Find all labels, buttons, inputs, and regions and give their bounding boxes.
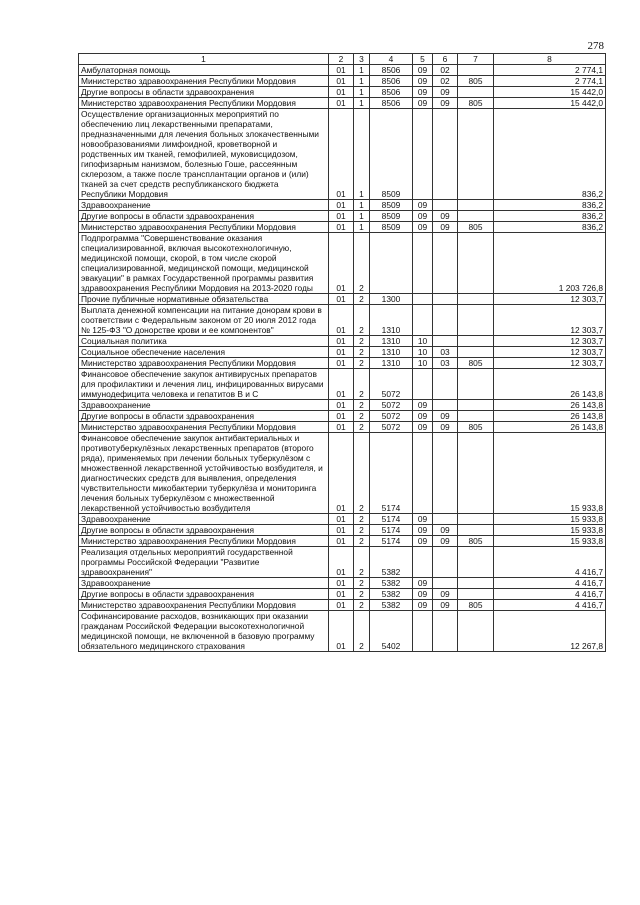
code-cell-3: 2 — [354, 525, 370, 536]
code-cell-2: 01 — [329, 525, 354, 536]
code-cell-3: 1 — [354, 109, 370, 200]
table-row — [79, 611, 606, 652]
code-cell-6 — [433, 433, 458, 514]
code-cell-3: 2 — [354, 347, 370, 358]
code-cell-4: 8509 — [370, 200, 413, 211]
code-cell-7 — [458, 400, 494, 411]
table-header-row — [79, 54, 606, 65]
row-name-cell: Министерство здравоохранения Республики Мордовия — [79, 536, 329, 547]
code-cell-2: 01 — [329, 600, 354, 611]
code-cell-4: 5072 — [370, 400, 413, 411]
code-cell-2: 01 — [329, 422, 354, 433]
amount-cell: 15 933,8 — [494, 536, 606, 547]
code-cell-4: 1300 — [370, 294, 413, 305]
column-header: 7 — [458, 54, 494, 65]
code-cell-7: 805 — [458, 600, 494, 611]
amount-cell: 4 416,7 — [494, 600, 606, 611]
column-header: 3 — [354, 54, 370, 65]
code-cell-5: 09 — [413, 400, 433, 411]
code-cell-5 — [413, 294, 433, 305]
table-row — [79, 347, 606, 358]
code-cell-3: 2 — [354, 422, 370, 433]
code-cell-3: 2 — [354, 369, 370, 400]
code-cell-2: 01 — [329, 109, 354, 200]
amount-cell: 15 442,0 — [494, 98, 606, 109]
code-cell-6 — [433, 336, 458, 347]
code-cell-5: 09 — [413, 411, 433, 422]
column-header: 4 — [370, 54, 413, 65]
amount-cell: 836,2 — [494, 222, 606, 233]
code-cell-5: 09 — [413, 422, 433, 433]
row-name-cell: Министерство здравоохранения Республики Мордовия — [79, 222, 329, 233]
code-cell-3: 2 — [354, 294, 370, 305]
code-cell-5 — [413, 433, 433, 514]
row-name-cell: Социальное обеспечение населения — [79, 347, 329, 358]
table-row — [79, 514, 606, 525]
code-cell-2: 01 — [329, 589, 354, 600]
table-row — [79, 400, 606, 411]
table-row — [79, 411, 606, 422]
code-cell-7 — [458, 578, 494, 589]
code-cell-7 — [458, 411, 494, 422]
code-cell-6 — [433, 233, 458, 294]
column-header: 2 — [329, 54, 354, 65]
code-cell-4: 1310 — [370, 305, 413, 336]
code-cell-3: 2 — [354, 611, 370, 652]
row-name-cell: Другие вопросы в области здравоохранения — [79, 87, 329, 98]
code-cell-3: 2 — [354, 400, 370, 411]
table-row — [79, 589, 606, 600]
code-cell-6: 09 — [433, 589, 458, 600]
code-cell-2: 01 — [329, 547, 354, 578]
code-cell-5: 09 — [413, 589, 433, 600]
code-cell-4: 8506 — [370, 65, 413, 76]
row-name-cell: Другие вопросы в области здравоохранения — [79, 589, 329, 600]
amount-cell: 12 303,7 — [494, 294, 606, 305]
row-name-cell: Министерство здравоохранения Республики Мордовия — [79, 98, 329, 109]
table-row — [79, 294, 606, 305]
table-row — [79, 578, 606, 589]
code-cell-6: 09 — [433, 411, 458, 422]
code-cell-2: 01 — [329, 200, 354, 211]
code-cell-4: 5174 — [370, 525, 413, 536]
code-cell-7 — [458, 514, 494, 525]
code-cell-4: 5072 — [370, 422, 413, 433]
amount-cell: 2 774,1 — [494, 65, 606, 76]
code-cell-3: 1 — [354, 211, 370, 222]
amount-cell: 15 442,0 — [494, 87, 606, 98]
code-cell-6 — [433, 611, 458, 652]
code-cell-6 — [433, 514, 458, 525]
code-cell-3: 1 — [354, 200, 370, 211]
row-name-cell: Осуществление организационных мероприятий по обеспечению лиц лекарственными препаратами, предназначенными для лечения больных злокачественными новообразованиями лимфоидной, кроветворной и родственных им тканей, гемофилией, муковисцидозом, гипофизарным нанизмом, болезнью Гоше, рассеянным склерозом, а также после трансплантации органов и (или) тканей за счет средств республиканского бюджета Республики Мордовия — [79, 109, 329, 200]
code-cell-6 — [433, 109, 458, 200]
code-cell-3: 2 — [354, 536, 370, 547]
code-cell-3: 2 — [354, 514, 370, 525]
code-cell-7 — [458, 525, 494, 536]
code-cell-2: 01 — [329, 294, 354, 305]
amount-cell: 12 267,8 — [494, 611, 606, 652]
code-cell-6 — [433, 369, 458, 400]
code-cell-7 — [458, 589, 494, 600]
table-row — [79, 200, 606, 211]
table-row — [79, 536, 606, 547]
amount-cell: 4 416,7 — [494, 589, 606, 600]
code-cell-7: 805 — [458, 98, 494, 109]
code-cell-6 — [433, 305, 458, 336]
table-row — [79, 525, 606, 536]
column-header: 5 — [413, 54, 433, 65]
amount-cell: 1 203 726,8 — [494, 233, 606, 294]
code-cell-6 — [433, 200, 458, 211]
table-row — [79, 305, 606, 336]
code-cell-4: 1310 — [370, 358, 413, 369]
code-cell-3: 1 — [354, 65, 370, 76]
code-cell-3: 2 — [354, 233, 370, 294]
code-cell-6: 09 — [433, 422, 458, 433]
table-body — [79, 65, 606, 652]
code-cell-5 — [413, 233, 433, 294]
row-name-cell: Амбулаторная помощь — [79, 65, 329, 76]
code-cell-7 — [458, 433, 494, 514]
code-cell-4: 5382 — [370, 547, 413, 578]
budget-table — [78, 53, 606, 652]
code-cell-6: 09 — [433, 222, 458, 233]
code-cell-5: 10 — [413, 358, 433, 369]
code-cell-6: 09 — [433, 536, 458, 547]
code-cell-3: 1 — [354, 87, 370, 98]
row-name-cell: Здравоохранение — [79, 514, 329, 525]
code-cell-2: 01 — [329, 536, 354, 547]
table-row — [79, 433, 606, 514]
row-name-cell: Прочие публичные нормативные обязательства — [79, 294, 329, 305]
row-name-cell: Реализация отдельных мероприятий государственной программы Российской Федерации "Развитие здравоохранения" — [79, 547, 329, 578]
row-name-cell: Другие вопросы в области здравоохранения — [79, 411, 329, 422]
code-cell-5 — [413, 547, 433, 578]
code-cell-5: 09 — [413, 514, 433, 525]
row-name-cell: Другие вопросы в области здравоохранения — [79, 525, 329, 536]
code-cell-4: 8509 — [370, 222, 413, 233]
code-cell-7 — [458, 369, 494, 400]
code-cell-5: 10 — [413, 336, 433, 347]
code-cell-3: 2 — [354, 305, 370, 336]
code-cell-6: 03 — [433, 358, 458, 369]
code-cell-7: 805 — [458, 536, 494, 547]
code-cell-4: 8509 — [370, 211, 413, 222]
code-cell-4: 5072 — [370, 369, 413, 400]
code-cell-2: 01 — [329, 233, 354, 294]
table-row — [79, 87, 606, 98]
code-cell-7 — [458, 211, 494, 222]
code-cell-3: 2 — [354, 589, 370, 600]
amount-cell: 4 416,7 — [494, 547, 606, 578]
code-cell-7 — [458, 305, 494, 336]
code-cell-5: 09 — [413, 200, 433, 211]
code-cell-2: 01 — [329, 87, 354, 98]
table-row — [79, 98, 606, 109]
table-row — [79, 547, 606, 578]
code-cell-3: 2 — [354, 336, 370, 347]
code-cell-2: 01 — [329, 411, 354, 422]
amount-cell: 12 303,7 — [494, 347, 606, 358]
code-cell-6: 09 — [433, 525, 458, 536]
table-row — [79, 109, 606, 200]
code-cell-5: 09 — [413, 76, 433, 87]
code-cell-7 — [458, 233, 494, 294]
row-name-cell: Социальная политика — [79, 336, 329, 347]
amount-cell: 12 303,7 — [494, 336, 606, 347]
code-cell-3: 1 — [354, 98, 370, 109]
row-name-cell: Другие вопросы в области здравоохранения — [79, 211, 329, 222]
amount-cell: 836,2 — [494, 211, 606, 222]
amount-cell: 2 774,1 — [494, 76, 606, 87]
code-cell-2: 01 — [329, 222, 354, 233]
code-cell-4: 1310 — [370, 336, 413, 347]
code-cell-2: 01 — [329, 400, 354, 411]
table-row — [79, 600, 606, 611]
table-row — [79, 222, 606, 233]
amount-cell: 836,2 — [494, 109, 606, 200]
code-cell-2: 01 — [329, 336, 354, 347]
code-cell-4: 5174 — [370, 536, 413, 547]
code-cell-5 — [413, 369, 433, 400]
code-cell-2: 01 — [329, 514, 354, 525]
code-cell-4: 1310 — [370, 347, 413, 358]
code-cell-5: 10 — [413, 347, 433, 358]
row-name-cell: Подпрограмма "Совершенствование оказания специализированной, включая высокотехнологичную, медицинской помощи, скорой, в том числе скорой специализированной, медицинской помощи, медицинской эвакуации" в рамках Государственной программы развития здравоохранения Республики Мордовия на 2013-2020 годы — [79, 233, 329, 294]
code-cell-7 — [458, 200, 494, 211]
code-cell-7 — [458, 294, 494, 305]
row-name-cell: Здравоохранение — [79, 200, 329, 211]
code-cell-3: 2 — [354, 578, 370, 589]
code-cell-3: 1 — [354, 76, 370, 87]
code-cell-5: 09 — [413, 222, 433, 233]
code-cell-5: 09 — [413, 87, 433, 98]
code-cell-7 — [458, 611, 494, 652]
amount-cell: 15 933,8 — [494, 433, 606, 514]
code-cell-2: 01 — [329, 358, 354, 369]
amount-cell: 26 143,8 — [494, 411, 606, 422]
code-cell-5: 09 — [413, 578, 433, 589]
row-name-cell: Финансовое обеспечение закупок антивирусных препаратов для профилактики и лечения лиц, инфицированных вирусами иммунодефицита человека и гепатитов В и С — [79, 369, 329, 400]
code-cell-7 — [458, 336, 494, 347]
code-cell-7 — [458, 109, 494, 200]
code-cell-6: 09 — [433, 87, 458, 98]
amount-cell: 15 933,8 — [494, 525, 606, 536]
code-cell-6: 02 — [433, 65, 458, 76]
code-cell-2: 01 — [329, 76, 354, 87]
code-cell-5: 09 — [413, 600, 433, 611]
code-cell-2: 01 — [329, 211, 354, 222]
table-row — [79, 336, 606, 347]
code-cell-3: 2 — [354, 358, 370, 369]
code-cell-5: 09 — [413, 65, 433, 76]
code-cell-5: 09 — [413, 525, 433, 536]
row-name-cell: Выплата денежной компенсации на питание донорам крови в соответствии с Федеральным законом от 20 июля 2012 года № 125-ФЗ "О донорстве крови и ее компонентов" — [79, 305, 329, 336]
code-cell-4 — [370, 233, 413, 294]
code-cell-6: 03 — [433, 347, 458, 358]
code-cell-3: 2 — [354, 547, 370, 578]
code-cell-4: 5402 — [370, 611, 413, 652]
row-name-cell: Софинансирование расходов, возникающих при оказании гражданам Российской Федерации высокотехнологичной медицинской помощи, не включенной в базовую программу обязательного медицинского страхования — [79, 611, 329, 652]
code-cell-5: 09 — [413, 98, 433, 109]
code-cell-7 — [458, 547, 494, 578]
code-cell-6 — [433, 547, 458, 578]
code-cell-7: 805 — [458, 76, 494, 87]
code-cell-7: 805 — [458, 358, 494, 369]
code-cell-2: 01 — [329, 98, 354, 109]
table-row — [79, 65, 606, 76]
amount-cell: 26 143,8 — [494, 400, 606, 411]
table-row — [79, 76, 606, 87]
amount-cell: 4 416,7 — [494, 578, 606, 589]
page-number: 278 — [587, 40, 604, 52]
row-name-cell: Министерство здравоохранения Республики Мордовия — [79, 600, 329, 611]
amount-cell: 12 303,7 — [494, 358, 606, 369]
row-name-cell: Финансовое обеспечение закупок антибактериальных и противотуберкулёзных лекарственных препаратов (второго ряда), применяемых при лечении больных туберкулёзом с множественной лекарственной устойчивостью возбудителя, и диагностических средств для выявления, определения чувствительности микобактерии туберкулёза и мониторинга лечения больных туберкулёзом с множественной лекарственной устойчивостью возбудителя — [79, 433, 329, 514]
code-cell-3: 1 — [354, 222, 370, 233]
column-header: 6 — [433, 54, 458, 65]
code-cell-3: 2 — [354, 411, 370, 422]
code-cell-6: 09 — [433, 98, 458, 109]
table-row — [79, 211, 606, 222]
code-cell-4: 5382 — [370, 600, 413, 611]
row-name-cell: Здравоохранение — [79, 400, 329, 411]
table-row — [79, 358, 606, 369]
column-header: 8 — [494, 54, 606, 65]
code-cell-7 — [458, 347, 494, 358]
table-row — [79, 369, 606, 400]
code-cell-6 — [433, 578, 458, 589]
code-cell-2: 01 — [329, 611, 354, 652]
code-cell-2: 01 — [329, 347, 354, 358]
code-cell-2: 01 — [329, 305, 354, 336]
code-cell-3: 2 — [354, 433, 370, 514]
code-cell-6: 02 — [433, 76, 458, 87]
code-cell-5: 09 — [413, 211, 433, 222]
code-cell-5 — [413, 305, 433, 336]
code-cell-2: 01 — [329, 65, 354, 76]
row-name-cell: Министерство здравоохранения Республики Мордовия — [79, 358, 329, 369]
code-cell-7 — [458, 65, 494, 76]
code-cell-6: 09 — [433, 600, 458, 611]
code-cell-6: 09 — [433, 211, 458, 222]
amount-cell: 12 303,7 — [494, 305, 606, 336]
code-cell-4: 5382 — [370, 578, 413, 589]
amount-cell: 26 143,8 — [494, 422, 606, 433]
code-cell-6 — [433, 400, 458, 411]
code-cell-6 — [433, 294, 458, 305]
row-name-cell: Министерство здравоохранения Республики Мордовия — [79, 76, 329, 87]
code-cell-5 — [413, 611, 433, 652]
amount-cell: 26 143,8 — [494, 369, 606, 400]
code-cell-4: 5072 — [370, 411, 413, 422]
row-name-cell: Здравоохранение — [79, 578, 329, 589]
column-header: 1 — [79, 54, 329, 65]
amount-cell: 836,2 — [494, 200, 606, 211]
code-cell-4: 5174 — [370, 514, 413, 525]
code-cell-5: 09 — [413, 536, 433, 547]
code-cell-5 — [413, 109, 433, 200]
code-cell-4: 8506 — [370, 87, 413, 98]
code-cell-3: 2 — [354, 600, 370, 611]
code-cell-4: 5382 — [370, 589, 413, 600]
code-cell-4: 8506 — [370, 76, 413, 87]
table-row — [79, 233, 606, 294]
amount-cell: 15 933,8 — [494, 514, 606, 525]
code-cell-4: 5174 — [370, 433, 413, 514]
code-cell-7: 805 — [458, 222, 494, 233]
row-name-cell: Министерство здравоохранения Республики Мордовия — [79, 422, 329, 433]
code-cell-2: 01 — [329, 433, 354, 514]
code-cell-2: 01 — [329, 369, 354, 400]
code-cell-4: 8506 — [370, 98, 413, 109]
table-row — [79, 422, 606, 433]
code-cell-7: 805 — [458, 422, 494, 433]
code-cell-2: 01 — [329, 578, 354, 589]
code-cell-4: 8509 — [370, 109, 413, 200]
code-cell-7 — [458, 87, 494, 98]
